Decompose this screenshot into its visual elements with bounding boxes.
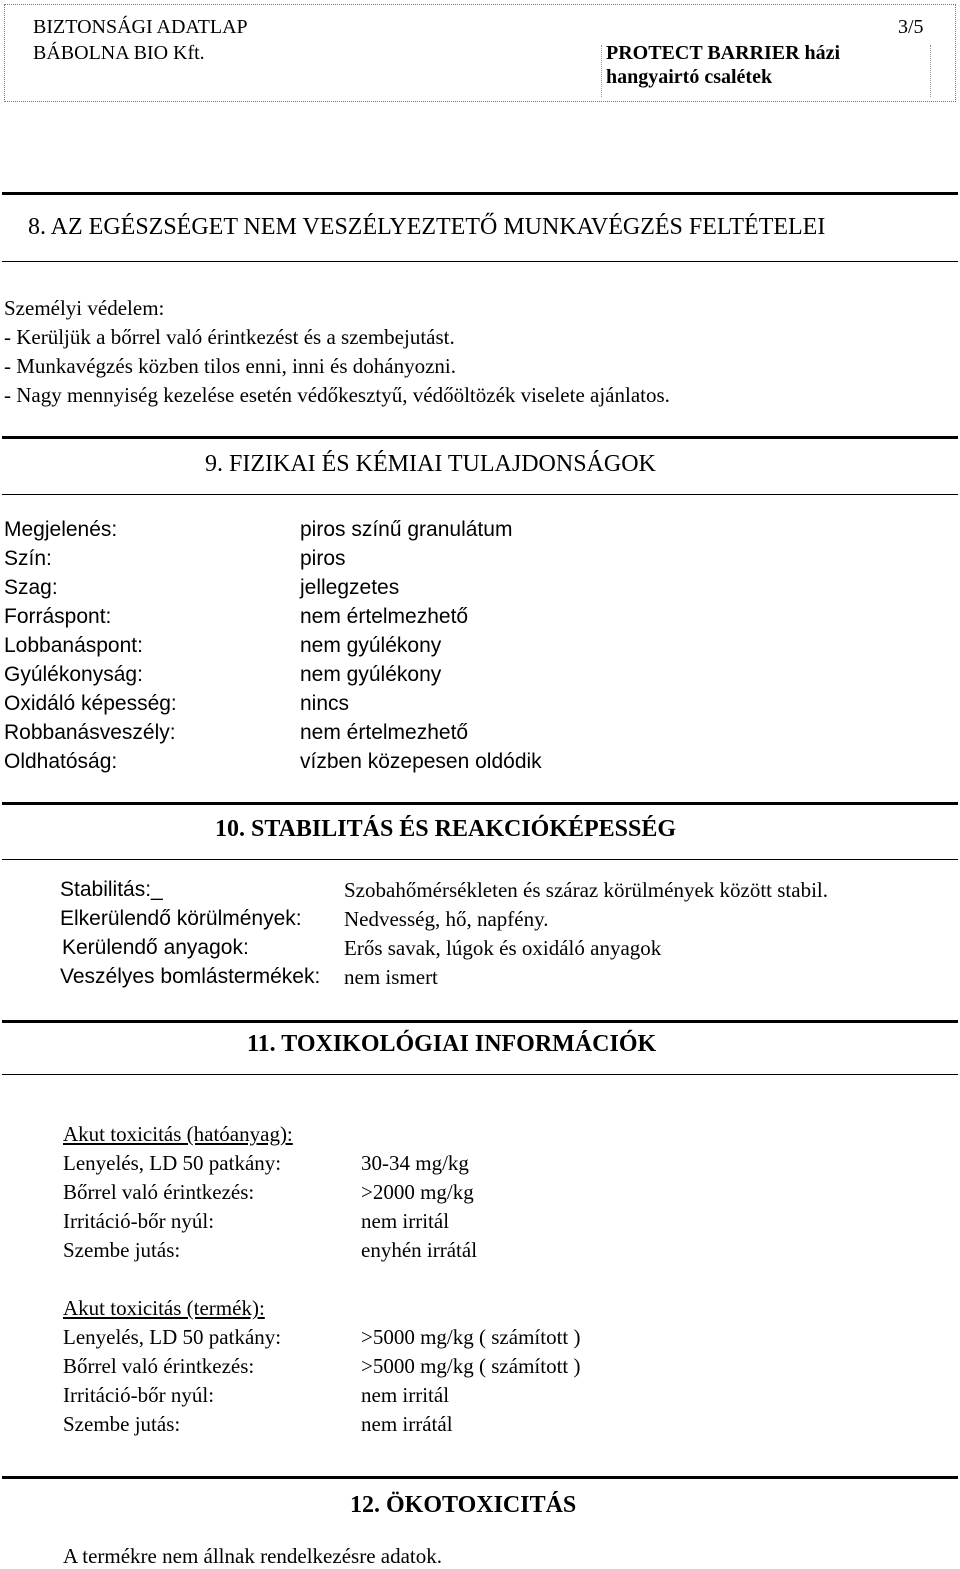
protection-intro: Személyi védelem: (4, 296, 165, 320)
property-label: Oxidáló képesség: (4, 692, 177, 715)
toxicity-label: Lenyelés, LD 50 patkány: (63, 1325, 282, 1349)
toxicity-value: >5000 mg/kg ( számított ) (361, 1354, 581, 1378)
property-label: Szín: (4, 547, 52, 570)
doc-title: BIZTONSÁGI ADATLAP (33, 16, 248, 38)
stability-label: Stabilitás:_ (60, 878, 163, 901)
toxicity-label: Szembe jutás: (63, 1238, 181, 1262)
toxicity-heading: Akut toxicitás (termék): (63, 1296, 265, 1320)
toxicity-label: Irritáció-bőr nyúl: (63, 1383, 215, 1407)
protection-item: - Kerüljük a bőrrel való érintkezést és a szembejutást. (4, 325, 455, 349)
property-value: nem értelmezhető (300, 605, 469, 628)
property-value: nem gyúlékony (300, 663, 442, 686)
toxicity-label: Bőrrel való érintkezés: (63, 1180, 255, 1204)
stability-label: Kerülendő anyagok: (62, 936, 249, 959)
protection-item: - Nagy mennyiség kezelése esetén védőkesztyű, védőöltözék viselete ajánlatos. (4, 383, 670, 407)
section-divider (2, 494, 958, 495)
stability-value: nem ismert (344, 965, 438, 989)
section-9-title: 9. FIZIKAI ÉS KÉMIAI TULAJDONSÁGOK (205, 451, 656, 477)
property-value: nem gyúlékony (300, 634, 442, 657)
toxicity-value: nem irritál (361, 1383, 450, 1407)
section-10-title: 10. STABILITÁS ÉS REAKCIÓKÉPESSÉG (215, 816, 677, 842)
section-12-title: 12. ÖKOTOXICITÁS (350, 1492, 577, 1518)
toxicity-heading: Akut toxicitás (hatóanyag): (63, 1122, 293, 1146)
stability-value: Erős savak, lúgok és oxidáló anyagok (344, 936, 662, 960)
section-divider (2, 192, 958, 195)
property-label: Forráspont: (4, 605, 112, 628)
protection-item: - Munkavégzés közben tilos enni, inni és dohányozni. (4, 354, 456, 378)
product-name-line2: hangyairtó csalétek (606, 66, 773, 88)
product-name-line1: PROTECT BARRIER házi (606, 42, 841, 64)
toxicity-label: Bőrrel való érintkezés: (63, 1354, 255, 1378)
section-divider (2, 1074, 958, 1075)
toxicity-label: Lenyelés, LD 50 patkány: (63, 1151, 282, 1175)
section-8-title: 8. AZ EGÉSZSÉGET NEM VESZÉLYEZTETŐ MUNKAVÉGZÉS FELTÉTELEI (28, 214, 826, 240)
section-divider (2, 1476, 958, 1479)
property-label: Robbanásveszély: (4, 721, 176, 744)
section-11-title: 11. TOXIKOLÓGIAI INFORMÁCIÓK (247, 1031, 657, 1057)
property-value: nem értelmezhető (300, 721, 469, 744)
toxicity-value: nem irritál (361, 1209, 450, 1233)
section-divider (2, 859, 958, 860)
property-value: piros színű granulátum (300, 518, 513, 541)
toxicity-value: >5000 mg/kg ( számított ) (361, 1325, 581, 1349)
stability-value: Szobahőmérsékleten és száraz körülmények között stabil. (344, 878, 829, 902)
toxicity-value: >2000 mg/kg (361, 1180, 474, 1204)
property-value: nincs (300, 692, 350, 715)
toxicity-value: nem irrátál (361, 1412, 453, 1436)
section-divider (2, 261, 958, 262)
property-label: Megjelenés: (4, 518, 118, 541)
property-label: Gyúlékonyság: (4, 663, 143, 686)
toxicity-label: Irritáció-bőr nyúl: (63, 1209, 215, 1233)
page-number: 3/5 (898, 16, 924, 38)
toxicity-label: Szembe jutás: (63, 1412, 181, 1436)
property-value: vízben közepesen oldódik (300, 750, 542, 773)
stability-value: Nedvesség, hő, napfény. (344, 907, 549, 931)
section-divider (2, 1020, 958, 1023)
property-label: Lobbanáspont: (4, 634, 143, 657)
section-divider (2, 436, 958, 439)
property-value: jellegzetes (300, 576, 400, 599)
property-label: Szag: (4, 576, 58, 599)
toxicity-value: enyhén irrátál (361, 1238, 478, 1262)
company-name: BÁBOLNA BIO Kft. (33, 42, 205, 64)
toxicity-value: 30-34 mg/kg (361, 1151, 469, 1175)
property-label: Oldhatóság: (4, 750, 118, 773)
stability-label: Veszélyes bomlástermékek: (60, 965, 321, 988)
ecotoxicity-text: A termékre nem állnak rendelkezésre adatok. (63, 1544, 442, 1568)
stability-label: Elkerülendő körülmények: (60, 907, 302, 930)
section-divider (2, 802, 958, 805)
property-value: piros (300, 547, 346, 570)
